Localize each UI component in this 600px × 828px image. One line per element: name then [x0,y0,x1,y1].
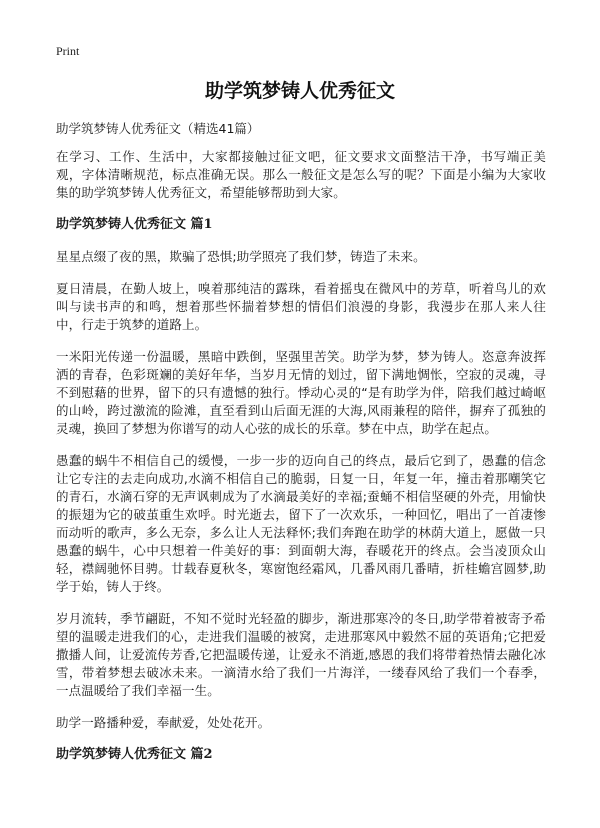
document-body [56,120,546,778]
section-1-paragraph-4: 愚蠢的蜗牛不相信自己的缓慢，一步一步的迈向自己的终点，最后它到了，愚蠢的信念让它专注的去走向成功,水滴不相信自己的脆弱，日复一日，年复一年，撞击着那嘲笑它的青石，水滴石穿的无声讽刺成为了水滴最美好的幸福;蚕蛹不相信坚硬的外壳，用愉快的振翅为它的破茧重生欢呼。时光逝去，留下了一次欢乐，一种回忆，唱出了一首凄惨而动听的歌声，多么无奈，多么让人无法释怀;我们奔跑在助学的林荫大道上，愿做一只愚蠢的蜗牛，心中只想着一件美好的事：到面朝大海，春暖花开的终点。会当凌顶众山轻，襟阔驰怀目骋。廿载春夏秋冬，寒窗饱经霜风，几番风雨几番晴，折桂蟾宫圆梦,助学于始，铸人于终。 [56,453,546,594]
section-1-paragraph-5: 岁月流转，季节翩跹，不知不觉时光轻盈的脚步，渐进那寒冷的冬日,助学带着被寄予希望的温暖走进我们的心，走进我们温暖的被窝，走进那寒风中毅然不屈的英语角;它把爱撒播人间，让爱流传芳香,它把温暖传递，让爱永不消逝,感恩的我们将带着热情去融化冰雪，带着梦想去破冰未来。一滴清水给了我们一片海洋，一缕春风给了我们一个春季，一点温暖给了我们幸福一生。 [56,611,546,698]
document-subtitle: 助学筑梦铸人优秀征文（精选41篇） [56,121,260,136]
intro-paragraph: 在学习、工作、生活中，大家都接触过征文吧，征文要求文面整洁干净，书写端正美观，字体清晰规范，标点准确无误。那么一般征文是怎么写的呢？下面是小编为大家收集的助学筑梦铸人优秀征文，希望能够帮助到大家。 [56,149,546,200]
section-heading-2: 助学筑梦铸人优秀征文 篇2 [56,747,213,762]
section-1-paragraph-2: 夏日清晨，在勤人坡上，嗅着那纯洁的露珠，看着摇曳在微风中的芳草，听着鸟儿的欢叫与读书声的和鸣，想着那些怀揣着梦想的情侣们浪漫的身影，我漫步在那人来人往中，行走于筑梦的道路上。 [56,281,546,332]
print-link[interactable]: Print [56,44,80,58]
section-heading-1: 助学筑梦铸人优秀征文 篇1 [56,217,213,232]
section-1-paragraph-3: 一米阳光传递一份温暖，黑暗中跌倒，坚强里苦笑。助学为梦，梦为铸人。恣意奔波挥洒的青春，色彩斑斓的美好年华，当岁月无情的划过，留下满地惆怅，空寂的灵魂，寻不到慰藉的世界，留下的只有遗憾的独行。悸动心灵的“是有助学为伴，陪我们越过崎岖的山岭，跨过激流的险滩，直至看到山后面无涯的大海,风雨兼程的陪伴，摒弃了孤独的灵魂，换回了梦想为你谱写的动人心弦的成长的乐章。梦在中点，助学在起点。 [56,349,546,436]
document-title: 助学筑梦铸人优秀征文 [204,80,395,102]
section-1-paragraph-1: 星星点缀了夜的黑，欺骗了恐惧;助学照亮了我们梦，铸造了未来。 [56,249,426,264]
section-1-paragraph-6: 助学一路播种爱，奉献爱，处处花开。 [56,715,271,730]
